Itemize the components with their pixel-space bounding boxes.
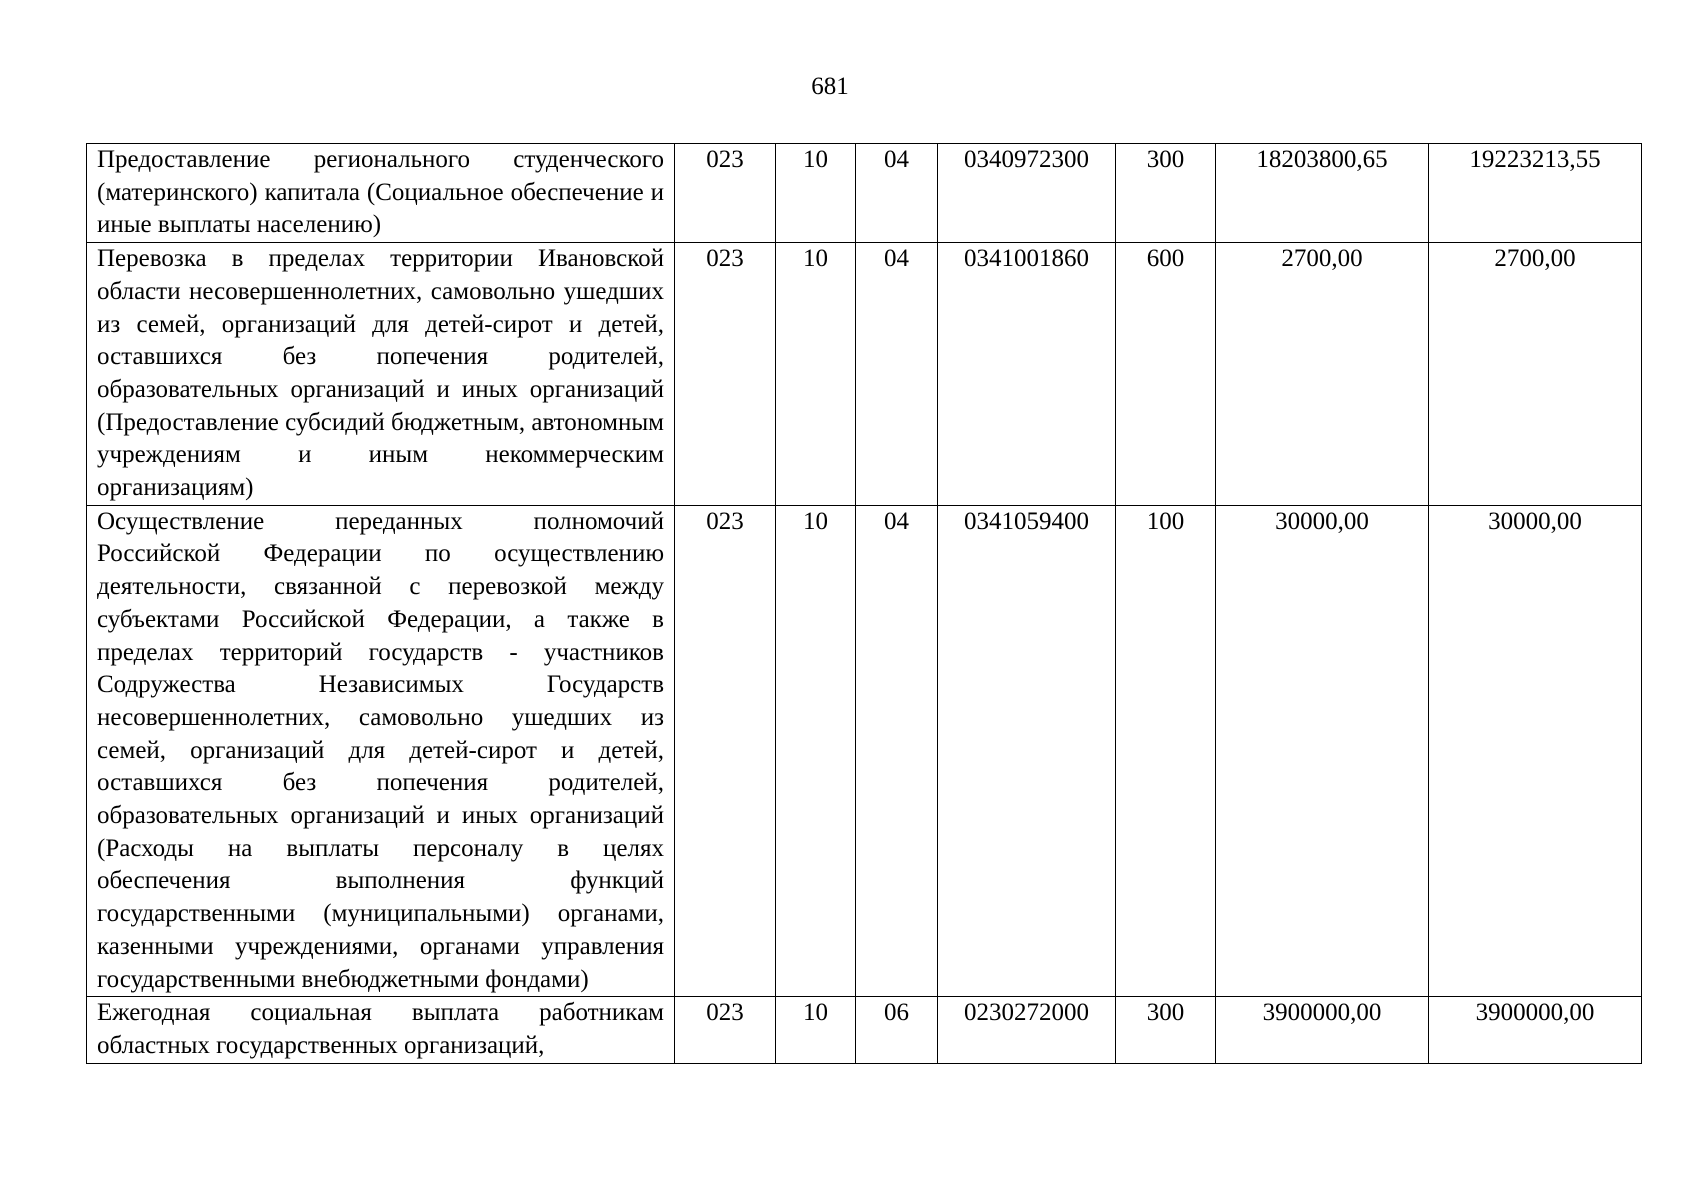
amount-2: 19223213,55 (1429, 144, 1642, 243)
expense-type-code: 600 (1116, 243, 1216, 506)
section-code: 10 (776, 144, 856, 243)
section-code: 10 (776, 243, 856, 506)
subsection-code: 04 (856, 505, 938, 997)
expense-type-code: 100 (1116, 505, 1216, 997)
target-article-code: 0340972300 (938, 144, 1116, 243)
amount-1: 30000,00 (1216, 505, 1429, 997)
subsection-code: 04 (856, 243, 938, 506)
amount-2: 3900000,00 (1429, 997, 1642, 1063)
ministry-code: 023 (675, 505, 776, 997)
target-article-code: 0341001860 (938, 243, 1116, 506)
amount-2: 30000,00 (1429, 505, 1642, 997)
table-row (87, 243, 1642, 506)
row-description: Перевозка в пределах территории Ивановской области несовершеннолетних, самовольно ушедших из семей, организаций для детей-сирот и детей, оставшихся без попечения родителей, образовательных организаций и иных организаций (Предоставление субсидий бюджетным, автономным учреждениям и иным некоммерческим организациям) (87, 243, 675, 506)
table-row (87, 997, 1642, 1063)
row-description: Ежегодная социальная выплата работникам областных государственных организаций, (87, 997, 675, 1063)
row-description: Предоставление регионального студенческого (материнского) капитала (Социальное обеспечение и иные выплаты населению) (87, 144, 675, 243)
ministry-code: 023 (675, 997, 776, 1063)
table-row (87, 505, 1642, 997)
amount-1: 18203800,65 (1216, 144, 1429, 243)
target-article-code: 0230272000 (938, 997, 1116, 1063)
amount-1: 3900000,00 (1216, 997, 1429, 1063)
amount-2: 2700,00 (1429, 243, 1642, 506)
subsection-code: 06 (856, 997, 938, 1063)
section-code: 10 (776, 505, 856, 997)
section-code: 10 (776, 997, 856, 1063)
page-number: 681 (811, 73, 849, 100)
expense-type-code: 300 (1116, 997, 1216, 1063)
amount-1: 2700,00 (1216, 243, 1429, 506)
expense-type-code: 300 (1116, 144, 1216, 243)
budget-table (86, 143, 1642, 1064)
target-article-code: 0341059400 (938, 505, 1116, 997)
ministry-code: 023 (675, 144, 776, 243)
subsection-code: 04 (856, 144, 938, 243)
row-description: Осуществление переданных полномочий Российской Федерации по осуществлению деятельности, связанной с перевозкой между субъектами Российской Федерации, а также в пределах территорий государств - участников Содружества Независимых Государств несовершеннолетних, самовольно ушедших из семей, организаций для детей-сирот и детей, оставшихся без попечения родителей, образовательных организаций и иных организаций (Расходы на выплаты персоналу в целях обеспечения выполнения функций государственными (муниципальными) органами, казенными учреждениями, органами управления государственными внебюджетными фондами) (87, 505, 675, 997)
table-row (87, 144, 1642, 243)
ministry-code: 023 (675, 243, 776, 506)
